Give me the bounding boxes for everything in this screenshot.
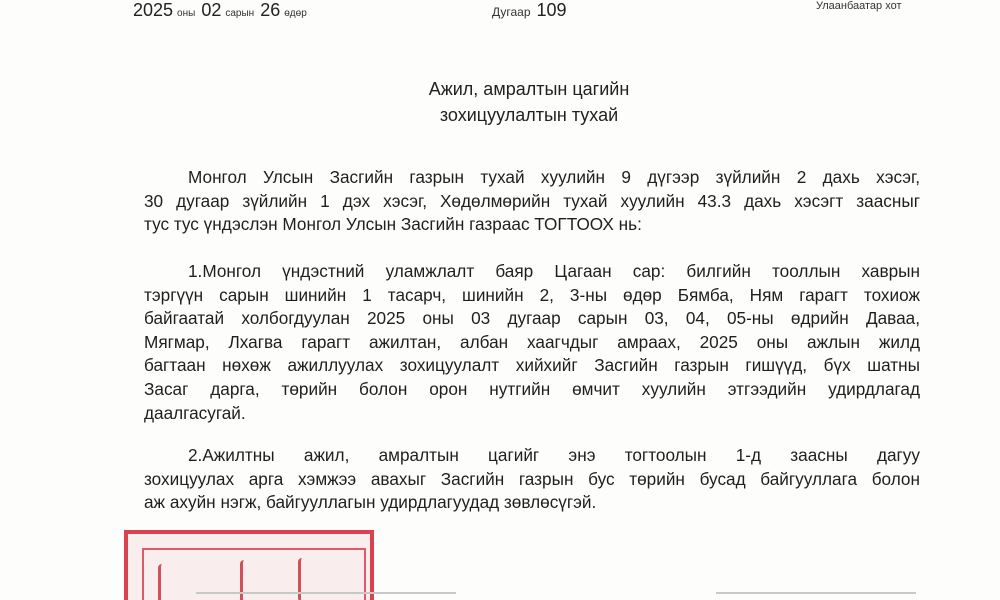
preamble-paragraph: [144, 166, 920, 237]
paragraph-line: тус тус үндэслэн Монгол Улсын Засгийн газраас ТОГТООХ нь:: [144, 214, 642, 235]
date-month-word: сарын: [225, 8, 255, 19]
paragraph-line: даалгасугай.: [144, 402, 246, 423]
paragraph-line: 1.Монгол үндэстний уламжлалт баяр Цагаан сар: билгийн тооллын хаврын: [188, 261, 920, 281]
paragraph-line: 2.Ажилтны ажил, амралтын цагийг энэ тогтоолын 1-д заасны дагуу: [188, 445, 920, 465]
paragraph-line: Засаг дарга, төрийн болон орон нутгийн өмчит хуулийн этгээдийн удирдлагад: [144, 378, 920, 399]
date-month: 02: [201, 0, 222, 20]
document-place: [816, 0, 902, 26]
paragraph-line: зохицуулах арга хэмжээ авахыг Засгийн газрын бус төрийн бусад байгууллага болон: [144, 468, 920, 489]
red-stamp: [124, 530, 374, 600]
paragraph-line: багтаан нөхөж ажиллуулах зохицуулалт хийхийг Засгийн газрын гишүүд, бүх шатны: [144, 355, 920, 376]
paragraph-line: 30 дугаар зүйлийн 1 дэх хэсэг, Хөдөлмөрийн тухай хуулийн 43.3 дахь хэсэгт заасныг: [144, 190, 920, 211]
paragraph-line: байгаатай холбогдуулан 2025 оны 03 дугаар сарын 03, 04, 05-ны өдрийн Даваа,: [144, 308, 920, 329]
stamp-glyph: [240, 560, 253, 600]
place-name: Улаанбаатар хот: [816, 0, 902, 12]
title-line-2: зохицуулалтын тухай: [439, 105, 619, 125]
number-label: Дугаар: [492, 5, 531, 19]
date-year-word: оны: [177, 8, 196, 19]
date-day-word: өдөр: [284, 8, 307, 19]
document-title: [0, 76, 1000, 128]
title-line-1: Ажил, амралтын цагийн: [428, 79, 630, 99]
paragraph-line: Мягмар, Лхагва гарагт ажилтан, албан хаагчдыг амраах, 2025 оны ажлын жилд: [144, 331, 920, 352]
document-date: [133, 0, 313, 26]
paragraph-line: Монгол Улсын Засгийн газрын тухай хуулийн 9 дүгээр зүйлийн 2 дахь хэсэг,: [188, 167, 920, 187]
clause-1-paragraph: [144, 260, 920, 425]
paragraph-line: аж ахуйн нэгж, байгууллагын удирдлагуудад зөвлөсүгэй.: [144, 492, 597, 513]
date-year: 2025: [133, 0, 174, 20]
clause-2-paragraph: [144, 444, 920, 515]
signature-line: [716, 592, 916, 594]
signature-line: [196, 592, 456, 594]
number-value: 109: [536, 0, 567, 20]
paragraph-line: тэргүүн сарын шинийн 1 тасарч, шинийн 2, 3-ны өдөр Бямба, Ням гарагт тохиож: [144, 284, 920, 305]
document-number: [492, 0, 567, 26]
stamp-glyph: [158, 564, 171, 600]
date-day: 26: [260, 0, 281, 20]
